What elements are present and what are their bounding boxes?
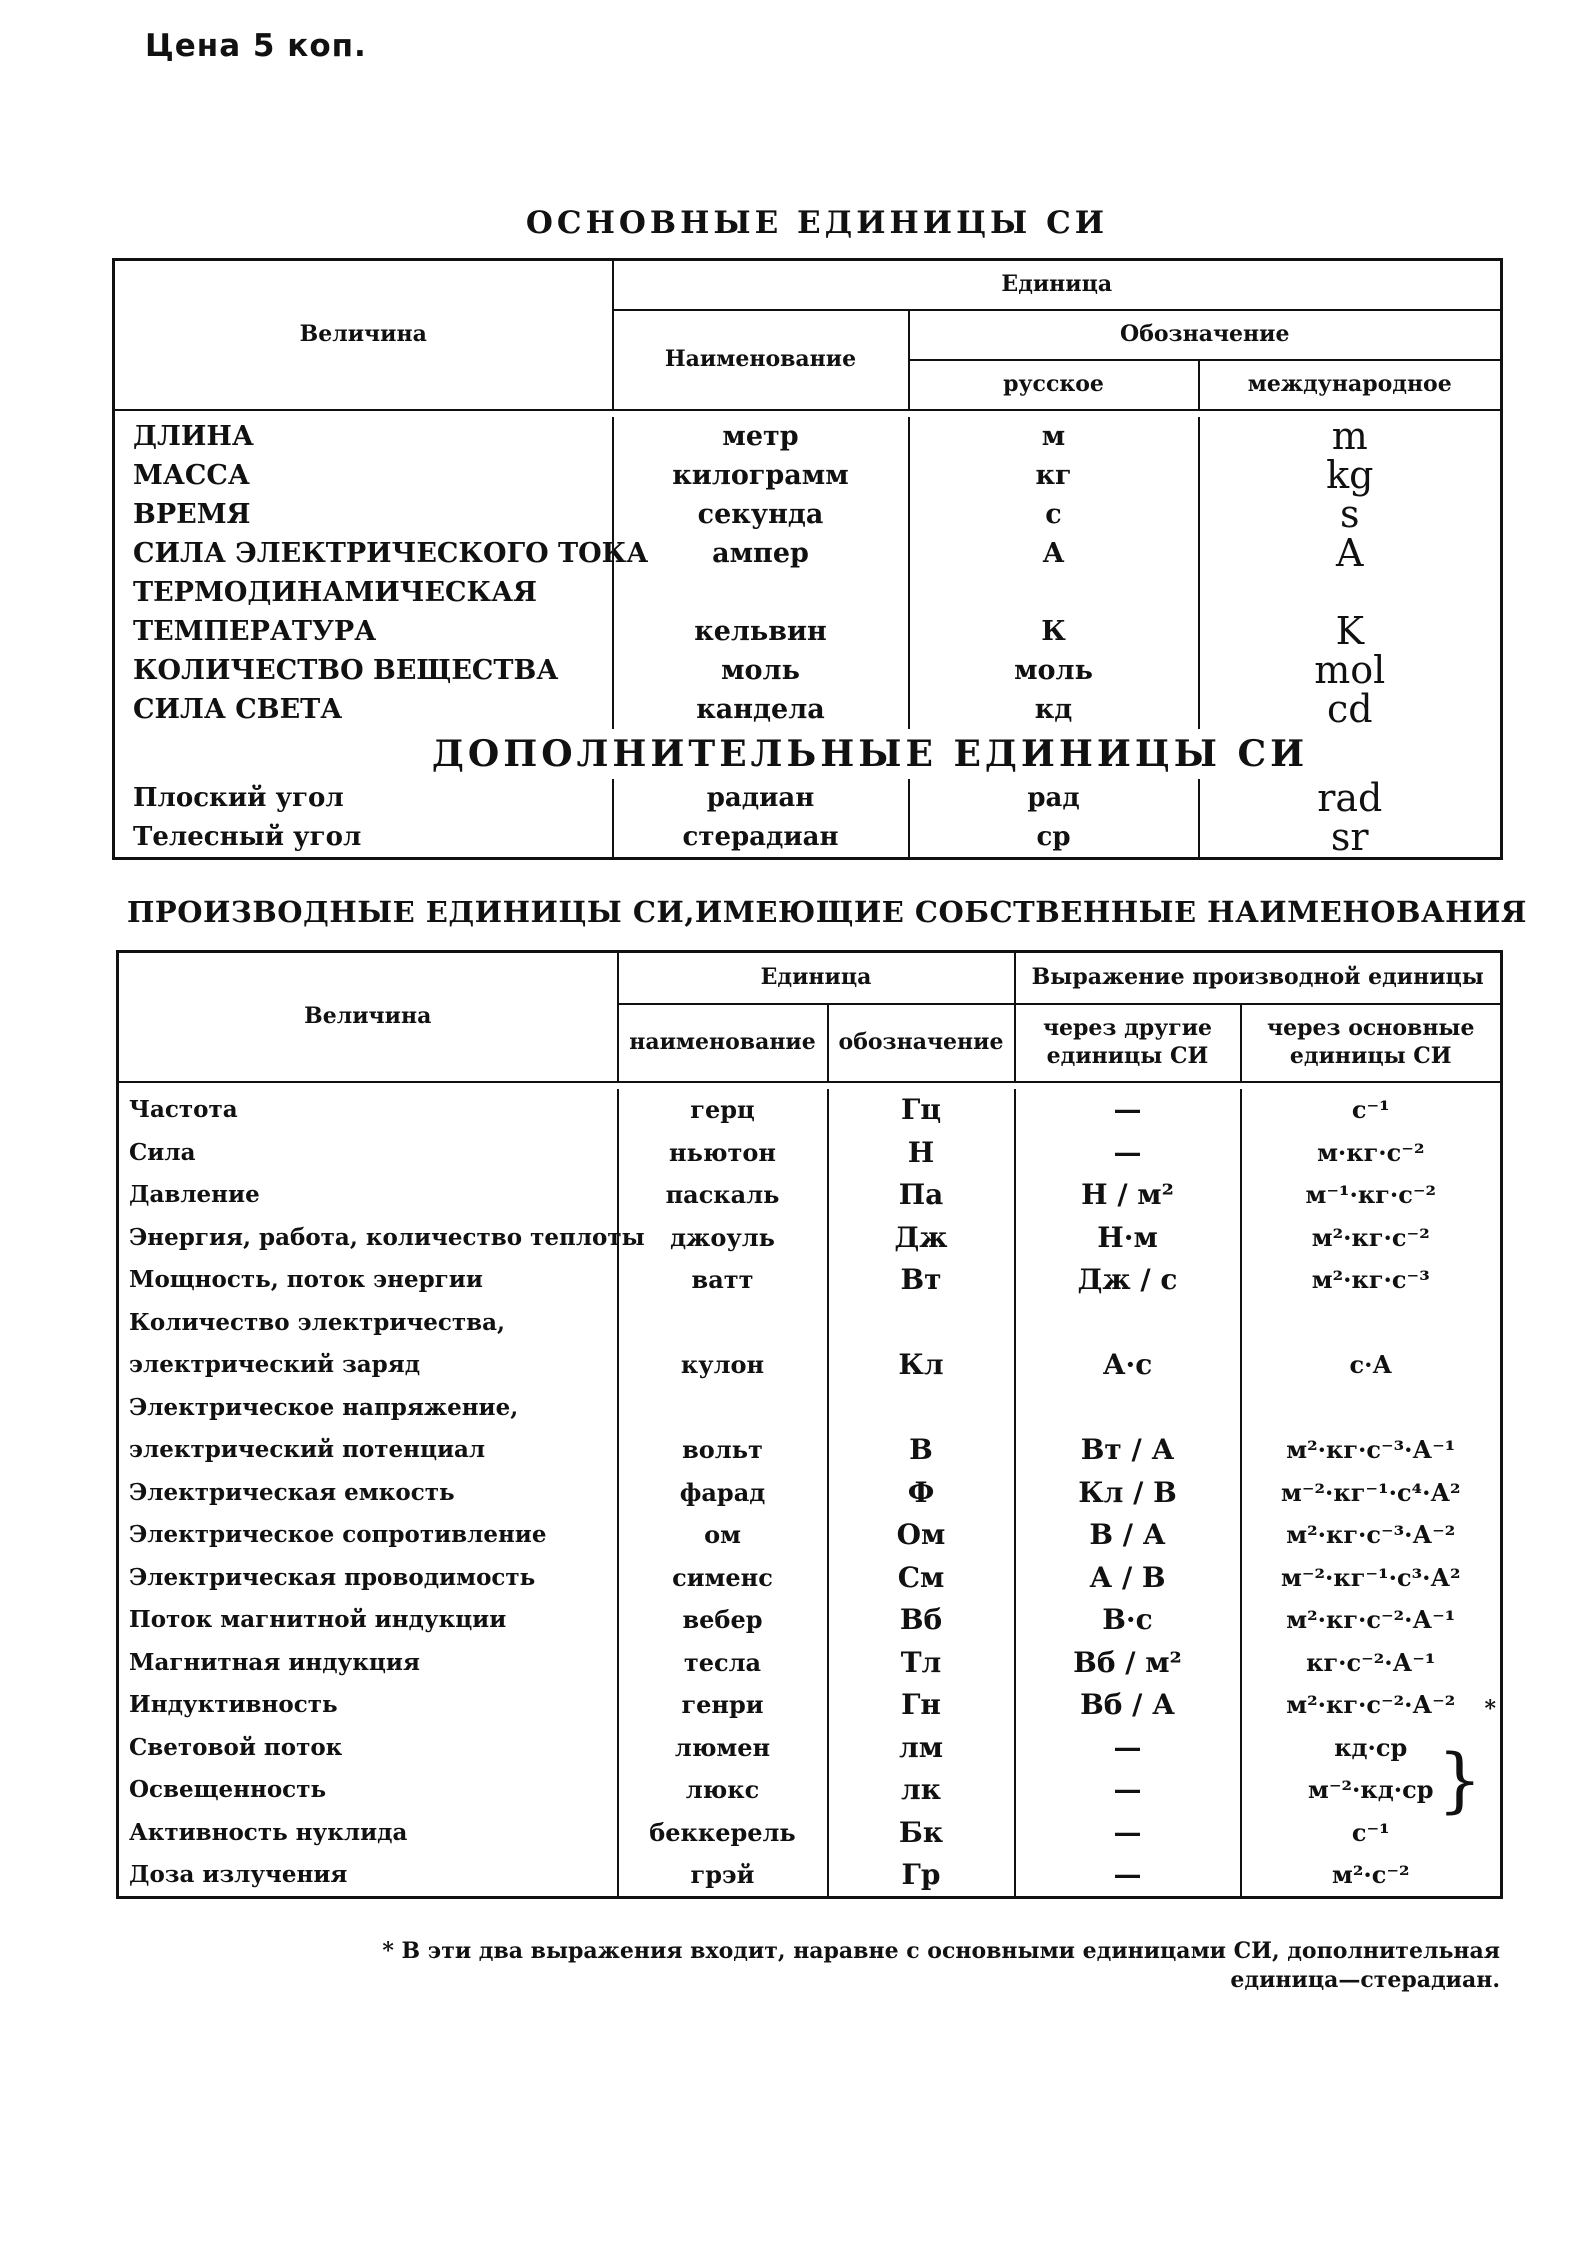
expr-base-cell: м·кг·с⁻² — [1241, 1131, 1502, 1174]
unit-name-cell: ватт — [618, 1259, 828, 1302]
expr-other-cell: — — [1015, 1811, 1241, 1854]
header-russian: русское — [909, 360, 1199, 410]
table-row — [118, 1174, 1502, 1217]
russian-symbol-cell: м — [909, 417, 1199, 456]
table-row — [118, 1429, 1502, 1472]
table-row — [118, 1131, 1502, 1174]
unit-name-cell: моль — [613, 651, 909, 690]
table-row — [118, 1684, 1502, 1727]
unit-name-cell: вольт — [618, 1429, 828, 1472]
quantity-cell: электрический потенциал — [129, 1436, 486, 1464]
base-units-title: ОСНОВНЫЕ ЕДИНИЦЫ СИ — [525, 205, 1109, 241]
expr-base-cell: м⁻²·кг⁻¹·с⁴·А² — [1241, 1471, 1502, 1514]
symbol-cell: лк — [828, 1769, 1015, 1812]
quantity-cell: Поток магнитной индукции — [129, 1606, 507, 1634]
table-row — [118, 1854, 1502, 1898]
header-designation: Обозначение — [909, 310, 1502, 360]
table-row — [114, 779, 1502, 818]
unit-name-cell: ампер — [613, 534, 909, 573]
expr-base-text: м⁻²·кд·ср — [1308, 1775, 1434, 1805]
quantity-cell: Частота — [129, 1096, 238, 1124]
header-via-other: через другие единицы СИ — [1015, 1004, 1241, 1082]
table-row — [114, 612, 1502, 651]
header-via-base: через основные единицы СИ — [1241, 1004, 1502, 1082]
quantity-cell: Электрическое сопротивление — [129, 1521, 547, 1549]
expr-other-cell: — — [1015, 1089, 1241, 1132]
unit-name-cell: кельвин — [613, 612, 909, 651]
expr-base-cell: м⁻²·кг⁻¹·с³·А² — [1241, 1556, 1502, 1599]
unit-name-cell: паскаль — [618, 1174, 828, 1217]
intl-symbol-cell: mol — [1199, 651, 1502, 690]
brace-icon: } — [1437, 1738, 1483, 1821]
table-row — [118, 1344, 1502, 1387]
symbol-cell: В — [828, 1429, 1015, 1472]
quantity-cell: Освещенность — [129, 1776, 327, 1804]
quantity-cell: Сила — [129, 1138, 196, 1166]
expr-other-cell: Кл / В — [1015, 1471, 1241, 1514]
unit-name-cell: радиан — [613, 779, 909, 818]
table-row — [114, 456, 1502, 495]
quantity-cell: ТЕРМОДИНАМИЧЕСКАЯ — [133, 576, 537, 608]
expr-other-cell: — — [1015, 1131, 1241, 1174]
quantity-cell: СИЛА ЭЛЕКТРИЧЕСКОГО ТОКА — [133, 537, 649, 569]
expr-base-cell — [1241, 1738, 1502, 1821]
table-row — [114, 818, 1502, 859]
expr-other-cell: — — [1015, 1854, 1241, 1898]
supplementary-units-title: ДОПОЛНИТЕЛЬНЫЕ ЕДИНИЦЫ СИ — [431, 732, 1309, 775]
expr-other-cell: Вт / А — [1015, 1429, 1241, 1472]
quantity-cell: Световой поток — [129, 1733, 343, 1761]
unit-name-cell: люкс — [618, 1769, 828, 1812]
footnote-marker: * — [1484, 1696, 1497, 1722]
symbol-cell: Вб — [828, 1599, 1015, 1642]
expr-other-cell: Дж / с — [1015, 1259, 1241, 1302]
table-row — [118, 1514, 1502, 1557]
expr-other-cell: В / А — [1015, 1514, 1241, 1557]
symbol-cell: Гр — [828, 1854, 1015, 1898]
header-unit: Единица — [618, 952, 1015, 1004]
quantity-cell: Давление — [129, 1181, 260, 1209]
quantity-cell: МАССА — [133, 459, 250, 491]
quantity-cell: Доза излучения — [129, 1861, 348, 1889]
unit-name-cell: кулон — [618, 1344, 828, 1387]
symbol-cell: Кл — [828, 1344, 1015, 1387]
table-row — [118, 1769, 1502, 1812]
expr-other-cell: В·с — [1015, 1599, 1241, 1642]
table-row — [118, 1259, 1502, 1302]
russian-symbol-cell: К — [909, 612, 1199, 651]
footnote-line: * В эти два выражения входит, наравне с основными единицами СИ, дополнительная — [382, 1938, 1500, 1964]
unit-name-cell: ом — [618, 1514, 828, 1557]
unit-name-cell: беккерель — [618, 1811, 828, 1854]
expr-base-cell: м²·кг·с⁻³·А⁻² — [1241, 1514, 1502, 1557]
symbol-cell: См — [828, 1556, 1015, 1599]
expr-base-cell: с⁻¹ — [1241, 1089, 1502, 1132]
unit-name-cell: кандела — [613, 690, 909, 729]
table-row — [118, 1641, 1502, 1684]
symbol-cell: Тл — [828, 1641, 1015, 1684]
derived-units-table — [116, 950, 1503, 1899]
quantity-cell: ТЕМПЕРАТУРА — [133, 615, 377, 647]
table-row — [118, 1599, 1502, 1642]
header-quantity: Величина — [114, 260, 613, 410]
russian-symbol-cell: кг — [909, 456, 1199, 495]
quantity-cell: Электрическое напряжение, — [129, 1393, 519, 1421]
header-quantity: Величина — [118, 952, 618, 1082]
unit-name-cell: люмен — [618, 1726, 828, 1769]
expr-base-cell: с⁻¹ — [1241, 1811, 1502, 1854]
symbol-cell: Па — [828, 1174, 1015, 1217]
derived-units-title: ПРОИЗВОДНЫЕ ЕДИНИЦЫ СИ,ИМЕЮЩИЕ СОБСТВЕННЫЕ НАИМЕНОВАНИЯ — [127, 895, 1527, 929]
footnote-line: единица—стерадиан. — [1230, 1967, 1500, 1993]
quantity-cell: Мощность, поток энергии — [129, 1266, 483, 1294]
expr-base-cell: м²·кг·с⁻² — [1241, 1216, 1502, 1259]
symbol-cell: Дж — [828, 1216, 1015, 1259]
russian-symbol-cell: моль — [909, 651, 1199, 690]
expr-base-cell: м²·с⁻² — [1241, 1854, 1502, 1898]
table-row — [114, 651, 1502, 690]
intl-symbol-cell: m — [1199, 417, 1502, 456]
unit-name-cell: герц — [618, 1089, 828, 1132]
unit-name-cell: фарад — [618, 1471, 828, 1514]
russian-symbol-cell: ср — [909, 818, 1199, 859]
header-international: международное — [1199, 360, 1502, 410]
unit-name-cell: генри — [618, 1684, 828, 1727]
symbol-cell: Гн — [828, 1684, 1015, 1727]
unit-name-cell: ньютон — [618, 1131, 828, 1174]
unit-name-cell: стерадиан — [613, 818, 909, 859]
table-row — [118, 1301, 1502, 1344]
russian-symbol-cell: рад — [909, 779, 1199, 818]
symbol-cell: Н — [828, 1131, 1015, 1174]
footnote — [300, 1937, 1500, 1995]
expr-other-cell: — — [1015, 1769, 1241, 1812]
expr-base-cell: м²·кг·с⁻²·А⁻² — [1241, 1684, 1502, 1727]
symbol-cell: Бк — [828, 1811, 1015, 1854]
table-row — [118, 1726, 1502, 1769]
russian-symbol-cell: А — [909, 534, 1199, 573]
header-unit: Единица — [613, 260, 1502, 310]
symbol-cell: Ом — [828, 1514, 1015, 1557]
quantity-cell: Телесный угол — [133, 822, 362, 852]
table-row — [114, 417, 1502, 456]
quantity-cell: Магнитная индукция — [129, 1648, 420, 1676]
intl-symbol-cell: cd — [1199, 690, 1502, 729]
expr-other-cell: Вб / м² — [1015, 1641, 1241, 1684]
expr-base-cell: с·А — [1241, 1344, 1502, 1387]
quantity-cell: Плоский угол — [133, 783, 344, 813]
intl-symbol-cell: K — [1199, 612, 1502, 651]
expr-other-cell: Н·м — [1015, 1216, 1241, 1259]
table-row — [118, 1556, 1502, 1599]
table-row — [118, 1216, 1502, 1259]
quantity-cell: Электрическая проводимость — [129, 1563, 536, 1591]
expr-base-cell: м²·кг·с⁻³·А⁻¹ — [1241, 1429, 1502, 1472]
russian-symbol-cell: кд — [909, 690, 1199, 729]
quantity-cell: Индуктивность — [129, 1691, 338, 1719]
header-name: наименование — [618, 1004, 828, 1082]
quantity-cell: Энергия, работа, количество теплоты — [129, 1223, 645, 1251]
unit-name-cell: джоуль — [618, 1216, 828, 1259]
intl-symbol-cell: kg — [1199, 456, 1502, 495]
base-units-table — [112, 258, 1503, 860]
intl-symbol-cell: sr — [1199, 818, 1502, 859]
intl-symbol-cell: s — [1199, 495, 1502, 534]
expr-base-cell: кг·с⁻²·А⁻¹ — [1241, 1641, 1502, 1684]
expr-other-cell: — — [1015, 1726, 1241, 1769]
table-row — [114, 690, 1502, 729]
quantity-cell: ВРЕМЯ — [133, 498, 251, 530]
expr-other-cell: А / В — [1015, 1556, 1241, 1599]
table-row — [118, 1471, 1502, 1514]
header-expression: Выражение производной единицы — [1015, 952, 1502, 1004]
unit-name-cell: тесла — [618, 1641, 828, 1684]
unit-name-cell: секунда — [613, 495, 909, 534]
unit-name-cell: сименс — [618, 1556, 828, 1599]
table-row — [118, 1811, 1502, 1854]
expr-base-cell: м²·кг·с⁻³ — [1241, 1259, 1502, 1302]
expr-other-cell: А·с — [1015, 1344, 1241, 1387]
table-row — [118, 1089, 1502, 1132]
russian-symbol-cell: с — [909, 495, 1199, 534]
unit-name-cell: килограмм — [613, 456, 909, 495]
unit-name-cell: вебер — [618, 1599, 828, 1642]
quantity-cell: ДЛИНА — [133, 420, 254, 452]
intl-symbol-cell: A — [1199, 534, 1502, 573]
unit-name-cell: грэй — [618, 1854, 828, 1898]
quantity-cell: КОЛИЧЕСТВО ВЕЩЕСТВА — [133, 654, 559, 686]
symbol-cell: лм — [828, 1726, 1015, 1769]
table-row — [118, 1386, 1502, 1429]
expr-base-text: кд·ср — [1334, 1732, 1408, 1762]
symbol-cell: Вт — [828, 1259, 1015, 1302]
quantity-cell: Количество электричества, — [129, 1308, 506, 1336]
quantity-cell: СИЛА СВЕТА — [133, 693, 343, 725]
intl-symbol-cell: rad — [1199, 779, 1502, 818]
header-designation: обозначение — [828, 1004, 1015, 1082]
quantity-cell: Активность нуклида — [129, 1818, 408, 1846]
expr-base-cell: м²·кг·с⁻²·А⁻¹ — [1241, 1599, 1502, 1642]
header-name: Наименование — [613, 310, 909, 410]
quantity-cell: Электрическая емкость — [129, 1478, 455, 1506]
expr-other-cell: Вб / А — [1015, 1684, 1241, 1727]
table-row — [114, 573, 1502, 612]
table-row — [114, 534, 1502, 573]
price-label: Цена 5 коп. — [145, 28, 367, 64]
unit-name-cell: метр — [613, 417, 909, 456]
expr-other-cell: Н / м² — [1015, 1174, 1241, 1217]
expr-base-cell: м⁻¹·кг·с⁻² — [1241, 1174, 1502, 1217]
table-row — [114, 495, 1502, 534]
symbol-cell: Гц — [828, 1089, 1015, 1132]
quantity-cell: электрический заряд — [129, 1351, 421, 1379]
symbol-cell: Ф — [828, 1471, 1015, 1514]
